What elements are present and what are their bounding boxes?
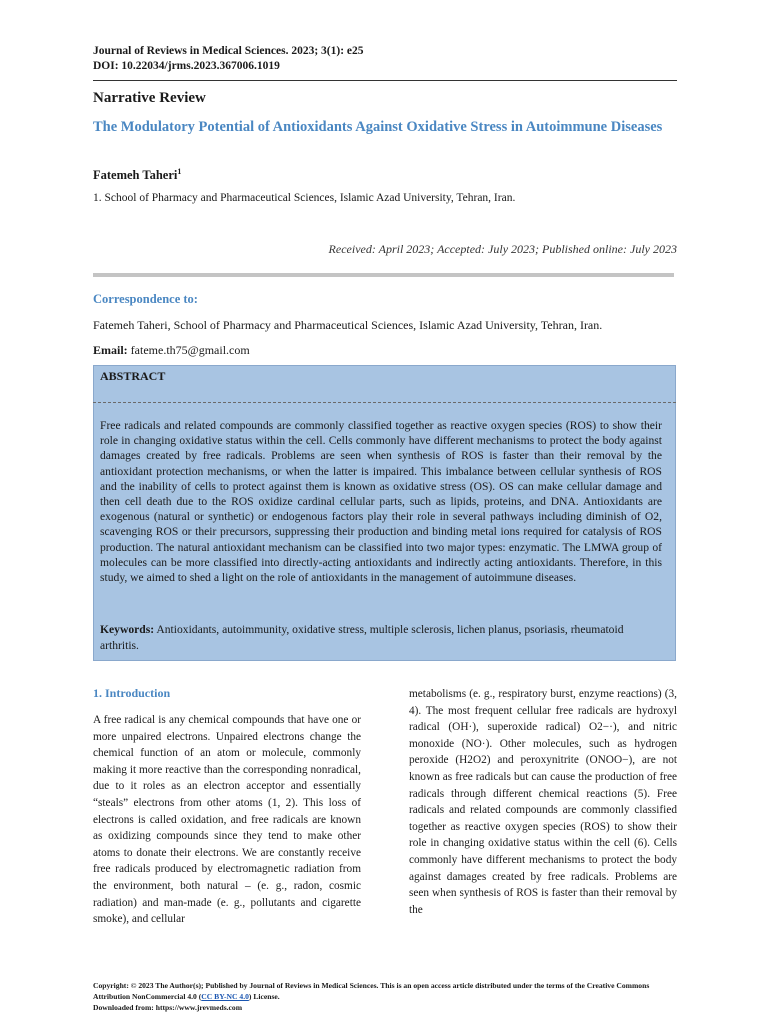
- license-link[interactable]: CC BY-NC 4.0: [201, 992, 249, 1001]
- author-affiliation-mark: 1: [177, 167, 182, 176]
- section-type: Narrative Review: [93, 90, 206, 106]
- abstract-divider: [93, 402, 676, 403]
- publication-dates: Received: April 2023; Accepted: July 2023; Published online: July 2023: [328, 242, 677, 256]
- correspondence-text: Fatemeh Taheri, School of Pharmacy and Pharmaceutical Sciences, Islamic Azad University, Tehran, Iran.: [93, 318, 603, 332]
- author-name: Fatemeh Taheri: [93, 168, 178, 183]
- journal-citation: Journal of Reviews in Medical Sciences. 2023; 3(1): e25: [93, 45, 364, 57]
- license-suffix: ) License.: [248, 992, 280, 1001]
- introduction-column-left: A free radical is any chemical compounds that have one or more unpaired electrons. Unpaired electrons change the chemical function of an atom or molecule, commonly making it more reactive than the corresponding nonradical, due to it roles as an electron acceptor and essentially “steals” electrons from other atoms (1, 2). This loss of electrons is called oxidation, and free radicals are known as oxidizing compounds since they tend to make other atoms to donate their electrons. We are constantly receive free radicals produced by electromagnetic radiation from the environment, both natural – (e. g., radon, cosmic radiation) and man-made (e. g., pollutants and cigarette smoke), and cellular: [93, 714, 361, 926]
- doi-line: DOI: 10.22034/jrms.2023.367006.1019: [93, 60, 280, 72]
- copyright-text: Copyright: © 2023 The Author(s); Published by Journal of Reviews in Medical Sciences. This is an open access article distributed under the terms of the Creative Commons Attribution NonCommercial 4.0 (: [93, 981, 650, 1001]
- introduction-heading: 1. Introduction: [93, 686, 171, 700]
- correspondence-heading: Correspondence to:: [93, 292, 198, 306]
- article-title: The Modulatory Potential of Antioxidants Against Oxidative Stress in Autoimmune Diseases: [93, 119, 663, 135]
- keywords: [100, 622, 662, 654]
- keywords-label: Keywords:: [100, 623, 155, 636]
- author-line: [93, 167, 181, 183]
- header-rule: [93, 80, 677, 81]
- email-address[interactable]: fateme.th75@gmail.com: [130, 343, 250, 357]
- abstract-text: Free radicals and related compounds are commonly classified together as reactive oxygen species (ROS) to show their role in changing oxidative status within the cell. Cells commonly have different mechanisms to protect the body against damages created by free radicals. Problems are seen when synthesis of ROS is faster than their removal by the antioxidant protection mechanisms, or when the latter is impaired. This imbalance between cellular synthesis of ROS and the inability of cells to protect against them is known as oxidative stress (OS). OS can make cellular damage and then cell death due to the ROS oxidize cardinal cellular parts, such as lipids, proteins, and DNA. Antioxidants are exogenous (natural or synthetic) or endogenous factors play their role in several pathways including diminish of O2, scavenging ROS or their precursors, suppressing their production and binding metal ions required for catalysis of ROS production. The natural antioxidant mechanism can be classified into two major types: enzymatic. The LMWA group of molecules can be more classified into directly-acting antioxidants and indirectly acting antioxidants. Therefore, in this study, we aimed to shed a light on the role of antioxidants in the management of autoimmune diseases.: [100, 419, 662, 585]
- download-source: Downloaded from: https://www.jrevmeds.com: [93, 1003, 243, 1012]
- email-line: [93, 343, 250, 358]
- affiliation: 1. School of Pharmacy and Pharmaceutical Sciences, Islamic Azad University, Tehran, Iran.: [93, 192, 516, 204]
- section-divider: [93, 273, 674, 277]
- copyright-footer: [93, 980, 677, 1013]
- keywords-list: Antioxidants, autoimmunity, oxidative stress, multiple sclerosis, lichen planus, psoriasis, rheumatoid arthritis.: [100, 623, 624, 652]
- journal-header: [93, 44, 364, 74]
- introduction-column-right: metabolisms (e. g., respiratory burst, enzyme reactions) (3, 4). The most frequent cellular free radicals are hydroxyl radical (OH·), superoxide radical) O2−·), and nitric monoxide (NO·). Other molecules, such as hydrogen peroxide (H2O2) and peroxynitrite (ONOO−), are not known as free radicals but can cause the production of free radicals through different chemical reactions (5). Free radicals and related compounds are commonly classified together as reactive oxygen species (ROS) to show their role in changing oxidative status within the cell (6). Cells commonly have different mechanisms to protect the body against damages created by free radicals. Problems are seen when synthesis of ROS is faster than their removal by the: [409, 688, 677, 916]
- email-label: Email:: [93, 343, 128, 357]
- abstract-heading: ABSTRACT: [100, 369, 166, 383]
